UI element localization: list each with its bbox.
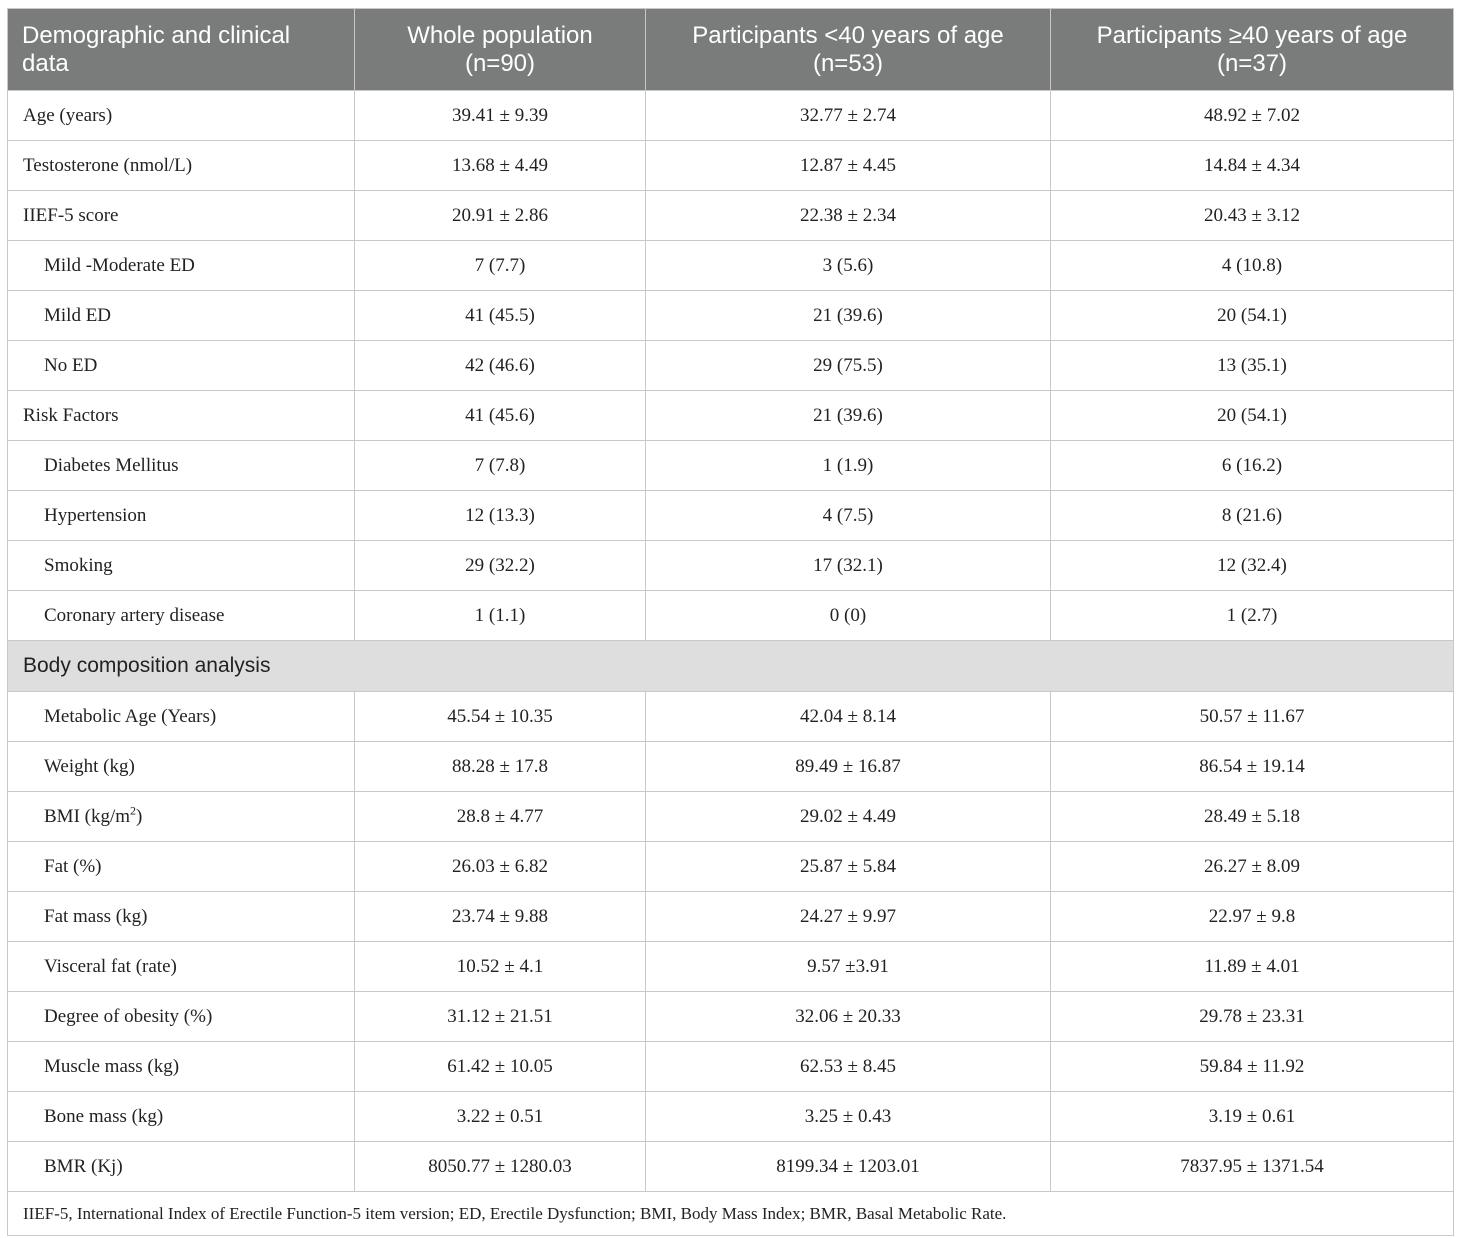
row-label: Mild -Moderate ED: [8, 241, 355, 291]
cell-over40: 14.84 ± 4.34: [1051, 141, 1454, 191]
table-row: [8, 341, 1454, 391]
header-over40: [1051, 9, 1454, 91]
row-label: Hypertension: [8, 491, 355, 541]
cell-under40: 25.87 ± 5.84: [646, 842, 1051, 892]
footnote-row: [8, 1192, 1454, 1236]
cell-under40: 29 (75.5): [646, 341, 1051, 391]
row-label: Visceral fat (rate): [8, 942, 355, 992]
cell-over40: 6 (16.2): [1051, 441, 1454, 491]
cell-over40: 12 (32.4): [1051, 541, 1454, 591]
table-row: [8, 91, 1454, 141]
cell-over40: 3.19 ± 0.61: [1051, 1092, 1454, 1142]
header-whole-n: (n=90): [464, 49, 536, 77]
cell-under40: 8199.34 ± 1203.01: [646, 1142, 1051, 1192]
table-row: [8, 1142, 1454, 1192]
cell-over40: 13 (35.1): [1051, 341, 1454, 391]
row-label: Coronary artery disease: [8, 591, 355, 641]
table-row: [8, 241, 1454, 291]
table-row: [8, 141, 1454, 191]
cell-under40: 21 (39.6): [646, 391, 1051, 441]
table-row: [8, 191, 1454, 241]
header-whole: [355, 9, 646, 91]
cell-whole: 10.52 ± 4.1: [355, 942, 646, 992]
cell-over40: 29.78 ± 23.31: [1051, 992, 1454, 1042]
row-label: Fat (%): [8, 842, 355, 892]
row-label: Fat mass (kg): [8, 892, 355, 942]
demographics-table: [7, 8, 1454, 1236]
row-label: Mild ED: [8, 291, 355, 341]
table-row: [8, 942, 1454, 992]
row-label: No ED: [8, 341, 355, 391]
cell-under40: 22.38 ± 2.34: [646, 191, 1051, 241]
cell-under40: 3 (5.6): [646, 241, 1051, 291]
header-label: Demographic and clinical data: [8, 9, 355, 91]
cell-under40: 29.02 ± 4.49: [646, 792, 1051, 842]
row-label: Diabetes Mellitus: [8, 441, 355, 491]
cell-whole: 3.22 ± 0.51: [355, 1092, 646, 1142]
cell-over40: 20.43 ± 3.12: [1051, 191, 1454, 241]
cell-over40: 59.84 ± 11.92: [1051, 1042, 1454, 1092]
cell-over40: 26.27 ± 8.09: [1051, 842, 1454, 892]
cell-whole: 7 (7.7): [355, 241, 646, 291]
cell-whole: 12 (13.3): [355, 491, 646, 541]
cell-whole: 1 (1.1): [355, 591, 646, 641]
row-label: Degree of obesity (%): [8, 992, 355, 1042]
cell-whole: 28.8 ± 4.77: [355, 792, 646, 842]
cell-over40: 8 (21.6): [1051, 491, 1454, 541]
cell-whole: 41 (45.6): [355, 391, 646, 441]
cell-under40: 62.53 ± 8.45: [646, 1042, 1051, 1092]
table-container: [7, 8, 1453, 1236]
header-whole-title: Whole population: [407, 21, 593, 49]
cell-over40: 48.92 ± 7.02: [1051, 91, 1454, 141]
row-label: Smoking: [8, 541, 355, 591]
header-over40-title: Participants ≥40 years of age: [1096, 21, 1408, 49]
table-row: [8, 591, 1454, 641]
row-label: BMR (Kj): [8, 1142, 355, 1192]
header-over40-n: (n=37): [1216, 49, 1288, 77]
row-label: Metabolic Age (Years): [8, 692, 355, 742]
row-label: IIEF-5 score: [8, 191, 355, 241]
cell-under40: 4 (7.5): [646, 491, 1051, 541]
cell-whole: 23.74 ± 9.88: [355, 892, 646, 942]
cell-over40: 50.57 ± 11.67: [1051, 692, 1454, 742]
cell-over40: 28.49 ± 5.18: [1051, 792, 1454, 842]
table-row: [8, 291, 1454, 341]
cell-whole: 42 (46.6): [355, 341, 646, 391]
cell-under40: 17 (32.1): [646, 541, 1051, 591]
cell-whole: 26.03 ± 6.82: [355, 842, 646, 892]
row-label: [8, 792, 355, 842]
table-row: [8, 1042, 1454, 1092]
cell-whole: 61.42 ± 10.05: [355, 1042, 646, 1092]
cell-whole: 13.68 ± 4.49: [355, 141, 646, 191]
cell-whole: 45.54 ± 10.35: [355, 692, 646, 742]
cell-over40: 22.97 ± 9.8: [1051, 892, 1454, 942]
header-under40: [646, 9, 1051, 91]
header-under40-n: (n=53): [812, 49, 884, 77]
cell-whole: 31.12 ± 21.51: [355, 992, 646, 1042]
cell-whole: 7 (7.8): [355, 441, 646, 491]
table-row: [8, 441, 1454, 491]
cell-whole: 29 (32.2): [355, 541, 646, 591]
cell-whole: 39.41 ± 9.39: [355, 91, 646, 141]
cell-under40: 12.87 ± 4.45: [646, 141, 1051, 191]
cell-under40: 9.57 ±3.91: [646, 942, 1051, 992]
cell-whole: 20.91 ± 2.86: [355, 191, 646, 241]
cell-over40: 20 (54.1): [1051, 291, 1454, 341]
cell-under40: 1 (1.9): [646, 441, 1051, 491]
table-row: [8, 742, 1454, 792]
cell-under40: 32.06 ± 20.33: [646, 992, 1051, 1042]
cell-under40: 3.25 ± 0.43: [646, 1092, 1051, 1142]
table-row: [8, 541, 1454, 591]
cell-over40: 1 (2.7): [1051, 591, 1454, 641]
table-row: [8, 892, 1454, 942]
header-under40-title: Participants <40 years of age: [692, 21, 1004, 49]
header-row: [8, 9, 1454, 91]
cell-over40: 7837.95 ± 1371.54: [1051, 1142, 1454, 1192]
cell-over40: 20 (54.1): [1051, 391, 1454, 441]
cell-under40: 0 (0): [646, 591, 1051, 641]
table-row: [8, 992, 1454, 1042]
cell-under40: 32.77 ± 2.74: [646, 91, 1051, 141]
cell-over40: 11.89 ± 4.01: [1051, 942, 1454, 992]
table-row: [8, 692, 1454, 742]
cell-under40: 21 (39.6): [646, 291, 1051, 341]
table-row: [8, 491, 1454, 541]
row-label: Muscle mass (kg): [8, 1042, 355, 1092]
cell-under40: 24.27 ± 9.97: [646, 892, 1051, 942]
cell-whole: 88.28 ± 17.8: [355, 742, 646, 792]
row-label: Weight (kg): [8, 742, 355, 792]
footnote: IIEF-5, International Index of Erectile Function-5 item version; ED, Erectile Dysfunction; BMI, Body Mass Index; BMR, Basal Metabolic Rate.: [8, 1192, 1454, 1236]
cell-under40: 89.49 ± 16.87: [646, 742, 1051, 792]
section-title: Body composition analysis: [8, 641, 1454, 692]
table-row: [8, 842, 1454, 892]
cell-whole: 8050.77 ± 1280.03: [355, 1142, 646, 1192]
bmi-label-superscript: 2: [130, 803, 137, 818]
cell-under40: 42.04 ± 8.14: [646, 692, 1051, 742]
row-label: Risk Factors: [8, 391, 355, 441]
cell-whole: 41 (45.5): [355, 291, 646, 341]
row-label: Testosterone (nmol/L): [8, 141, 355, 191]
cell-over40: 86.54 ± 19.14: [1051, 742, 1454, 792]
table-row: [8, 391, 1454, 441]
bmi-label-close: ): [136, 805, 143, 827]
section-header-row: [8, 641, 1454, 692]
table-row: [8, 792, 1454, 842]
bmi-label-text: BMI (kg/m: [44, 805, 131, 827]
row-label: Age (years): [8, 91, 355, 141]
cell-over40: 4 (10.8): [1051, 241, 1454, 291]
row-label: Bone mass (kg): [8, 1092, 355, 1142]
table-row: [8, 1092, 1454, 1142]
